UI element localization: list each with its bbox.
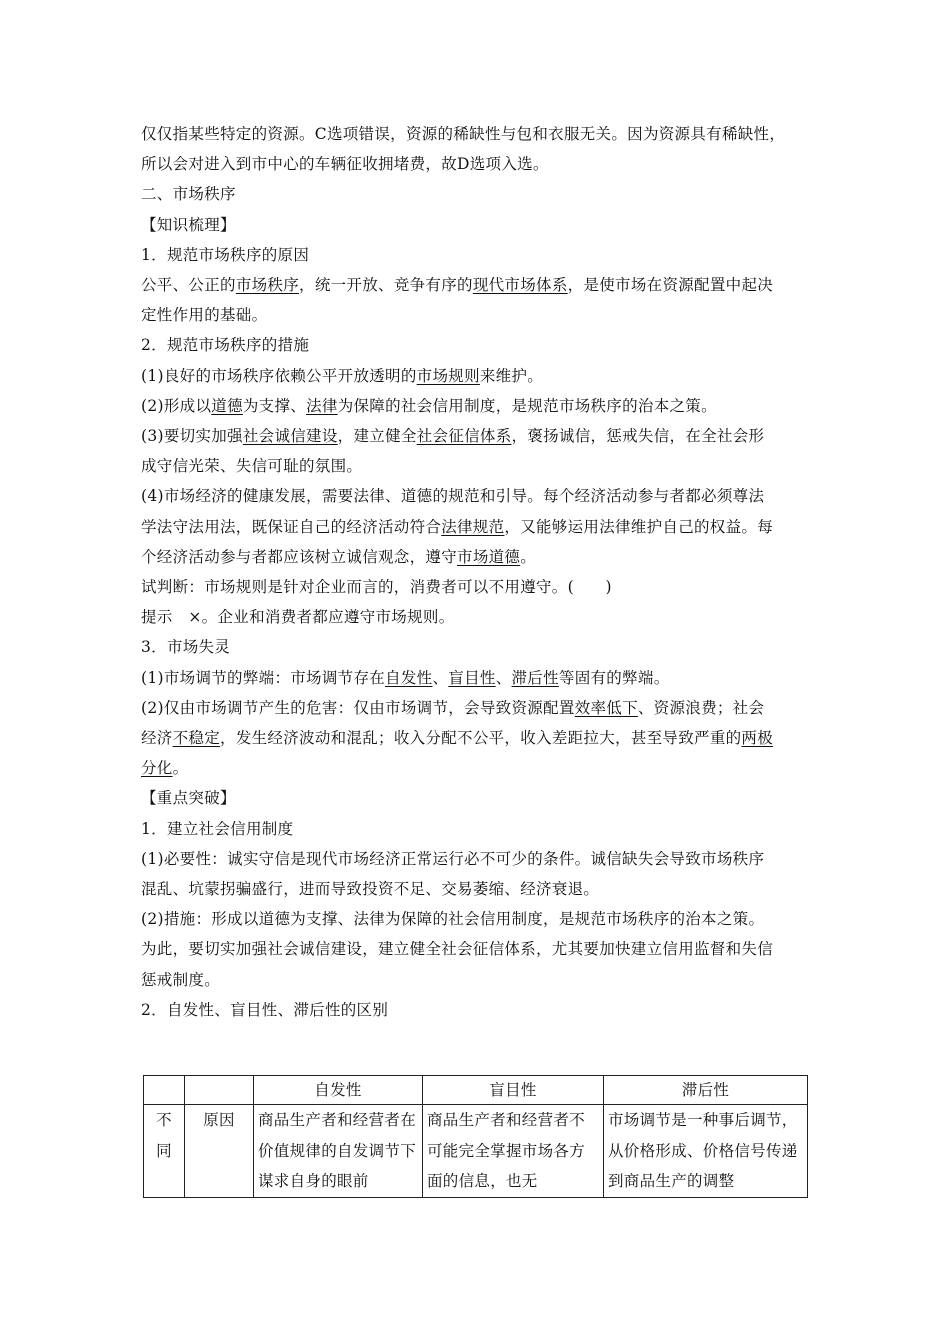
text-segment: 3．市场失灵 <box>141 638 231 657</box>
text-segment: 公平、公正的 <box>141 276 236 295</box>
text-segment: 等固有的弊端。 <box>558 668 670 687</box>
text-segment: 试判断：市场规则是针对企业而言的，消费者可以不用遵守。( ) <box>141 578 612 597</box>
row-group-label: 不同 <box>144 1105 185 1198</box>
text-segment: 经济 <box>141 729 173 748</box>
text-segment: 提示 ×。企业和消费者都应遵守市场规则。 <box>141 608 455 627</box>
text-line <box>141 451 811 481</box>
text-segment: ，褒扬诚信，惩戒失信，在全社会形 <box>511 427 765 446</box>
underlined-term: 道德 <box>211 396 243 415</box>
underlined-term: 市场规则 <box>416 366 480 385</box>
text-line <box>141 663 811 693</box>
text-line <box>141 693 811 723</box>
comparison-table <box>143 1075 808 1198</box>
text-line <box>141 542 811 572</box>
text-line <box>141 723 811 753</box>
text-segment: (3)要切实加强 <box>141 427 243 446</box>
table-header-cell: 盲目性 <box>423 1076 604 1105</box>
table-header-cell <box>185 1076 254 1105</box>
text-segment: ，建立健全 <box>337 427 417 446</box>
text-segment: (1)市场调节的弊端：市场调节存在 <box>141 668 386 687</box>
text-segment: 二、市场秩序 <box>141 185 236 204</box>
text-segment: 、 <box>495 668 512 687</box>
text-segment: 所以会对进入到市中心的车辆征收拥堵费，故D选项入选。 <box>141 155 549 174</box>
text-segment: (4)市场经济的健康发展，需要法律、道德的规范和引导。每个经济活动参与者都必须尊法 <box>141 487 765 506</box>
underlined-term: 盲目性 <box>448 668 496 687</box>
text-line <box>141 361 811 391</box>
text-segment: 成守信光荣、失信可耻的氛围。 <box>141 457 363 476</box>
text-segment: 惩戒制度。 <box>141 970 221 989</box>
text-segment: 来维护。 <box>479 366 544 385</box>
text-line <box>141 300 811 330</box>
text-segment: ，是使市场在资源配置中起决 <box>567 276 774 295</box>
text-segment: (2)措施：形成以道德为支撑、法律为保障的社会信用制度，是规范市场秩序的治本之策。 <box>141 910 765 929</box>
underlined-term: 市场秩序 <box>235 276 300 295</box>
underlined-term: 自发性 <box>385 668 433 687</box>
table-row <box>144 1105 808 1198</box>
text-line <box>141 270 811 300</box>
text-line <box>141 965 811 995</box>
table-header-cell: 滞后性 <box>604 1076 808 1105</box>
text-line <box>141 934 811 964</box>
table-cell: 市场调节是一种事后调节，从价格形成、价格信号传递到商品生产的调整 <box>604 1105 808 1198</box>
text-segment: 为保障的社会信用制度，是规范市场秩序的治本之策。 <box>337 396 717 415</box>
text-segment: 。 <box>520 547 537 566</box>
text-line <box>141 391 811 421</box>
underlined-term: 法律 <box>306 396 338 415</box>
document-body <box>141 119 811 1025</box>
text-segment: 混乱、坑蒙拐骗盛行，进而导致投资不足、交易萎缩、经济衰退。 <box>141 880 600 899</box>
text-line <box>141 330 811 360</box>
text-line <box>141 874 811 904</box>
text-segment: ，发生经济波动和混乱；收入分配不公平，收入差距拉大，甚至导致严重的 <box>220 729 742 748</box>
table-header-cell <box>144 1076 185 1105</box>
text-line <box>141 149 811 179</box>
underlined-term: 社会诚信建设 <box>242 427 338 446</box>
text-line <box>141 240 811 270</box>
underlined-term: 法律规范 <box>441 517 505 536</box>
text-line <box>141 179 811 209</box>
text-segment: 仅仅指某些特定的资源。C选项错误，资源的稀缺性与包和衣服无关。因为资源具有稀缺性， <box>141 125 786 143</box>
text-segment: 【知识梳理】 <box>141 215 236 234</box>
text-line <box>141 904 811 934</box>
text-segment: 1．规范市场秩序的原因 <box>141 245 310 264</box>
text-segment: 、 <box>432 668 449 687</box>
text-line <box>141 481 811 511</box>
text-segment: (2)仅由市场调节产生的危害：仅由市场调节，会导致资源配置 <box>141 698 575 717</box>
text-segment: 【重点突破】 <box>141 789 236 808</box>
text-line <box>141 119 811 149</box>
text-segment: 定性作用的基础。 <box>141 306 268 325</box>
text-segment: 学法守法用法，既保证自己的经济活动符合 <box>141 517 442 536</box>
text-line <box>141 783 811 813</box>
text-segment: 1．建立社会信用制度 <box>141 819 294 838</box>
text-line <box>141 814 811 844</box>
text-segment: ，又能够运用法律维护自己的权益。每 <box>504 517 774 536</box>
text-line <box>141 602 811 632</box>
underlined-term: 现代市场体系 <box>472 276 568 295</box>
underlined-term: 不稳定 <box>172 729 221 748</box>
table-cell: 商品生产者和经营者在价值规律的自发调节下谋求自身的眼前 <box>254 1105 423 1198</box>
text-line <box>141 995 811 1025</box>
table-header-row <box>144 1076 808 1105</box>
underlined-term: 社会征信体系 <box>416 427 512 446</box>
row-label: 原因 <box>185 1105 254 1198</box>
underlined-term: 市场道德 <box>457 547 521 566</box>
text-segment: 为此，要切实加强社会诚信建设，建立健全社会征信体系，尤其要加快建立信用监督和失信 <box>141 940 774 959</box>
text-segment: (1)良好的市场秩序依赖公平开放透明的 <box>141 366 417 385</box>
text-line <box>141 572 811 602</box>
text-segment: (1)必要性：诚实守信是现代市场经济正常运行必不可少的条件。诚信缺失会导致市场秩序 <box>141 849 765 868</box>
text-line <box>141 632 811 662</box>
text-segment: 个经济活动参与者都应该树立诚信观念，遵守 <box>141 547 458 566</box>
text-segment: 2．自发性、盲目性、滞后性的区别 <box>141 1000 389 1019</box>
underlined-term: 滞后性 <box>511 668 559 687</box>
underlined-term: 分化 <box>141 759 173 778</box>
table-cell: 商品生产者和经营者不可能完全掌握市场各方面的信息，也无 <box>423 1105 604 1198</box>
text-line <box>141 512 811 542</box>
text-line <box>141 210 811 240</box>
text-segment: ，统一开放、竞争有序的 <box>299 276 473 295</box>
text-segment: (2)形成以 <box>141 396 212 415</box>
text-segment: 2．规范市场秩序的措施 <box>141 336 310 355</box>
underlined-term: 效率低下 <box>574 698 638 717</box>
text-line <box>141 844 811 874</box>
text-line <box>141 421 811 451</box>
text-segment: 、资源浪费；社会 <box>637 698 765 717</box>
underlined-term: 两极 <box>741 729 774 748</box>
text-segment: 为支撑、 <box>242 396 307 415</box>
table-header-cell: 自发性 <box>254 1076 423 1105</box>
text-segment: 。 <box>172 759 189 778</box>
text-line <box>141 753 811 783</box>
